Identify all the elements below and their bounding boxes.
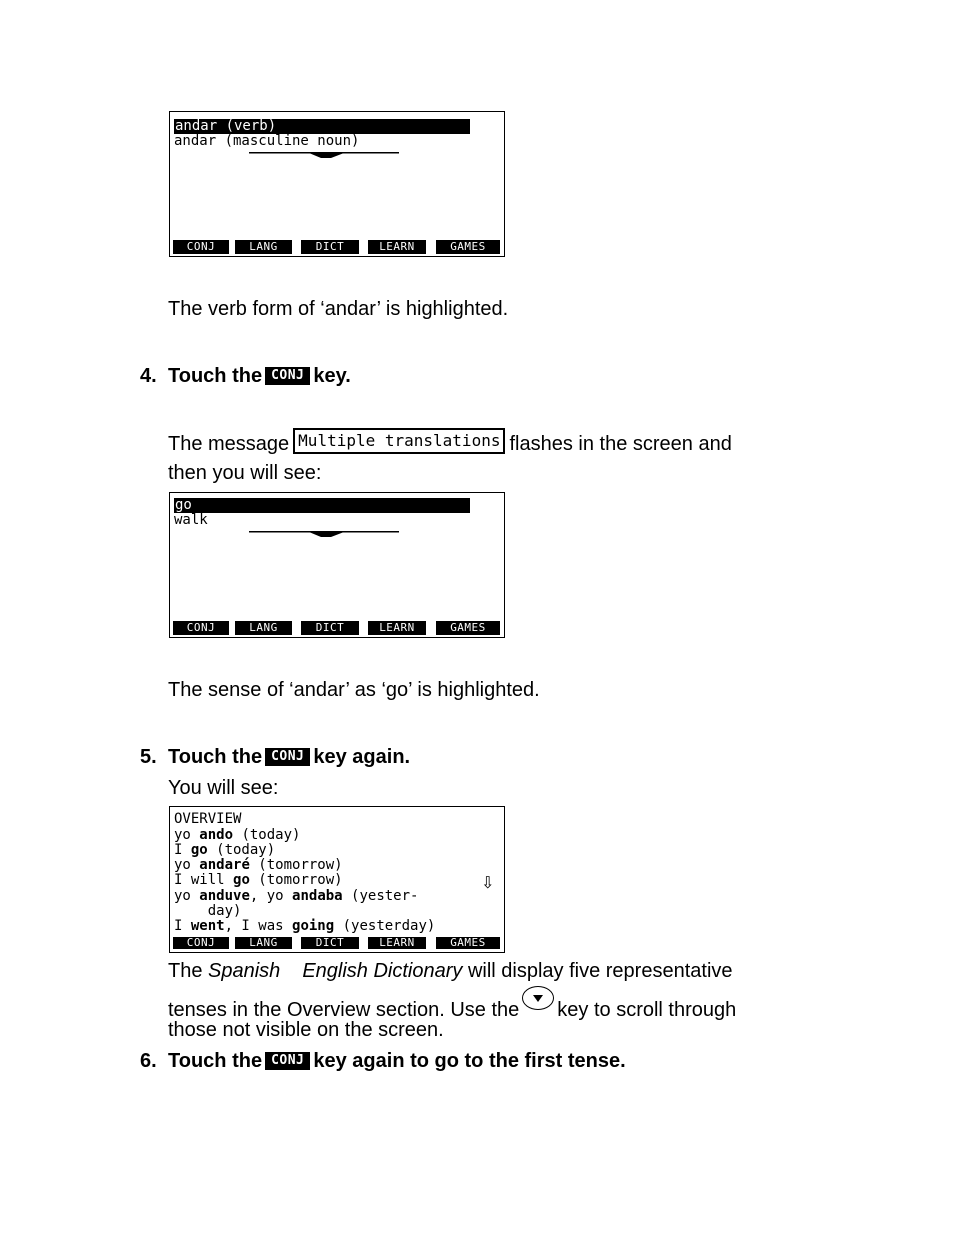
step-6-number: 6. [140,1050,157,1072]
para-italic: Spanish [208,960,281,982]
overview-line: yo anduve, yo andaba (yester- [174,888,419,904]
softkey-dict[interactable]: DICT [301,937,359,949]
softkey-learn[interactable]: LEARN [368,621,426,635]
step-text: key again to go to the first tense. [313,1050,626,1072]
conj-key-icon: CONJ [265,367,310,385]
down-pointer-icon [249,152,401,161]
down-pointer-icon [249,531,401,540]
softkey-dict[interactable]: DICT [301,621,359,635]
para-italic: English Dictionary [302,960,463,982]
step-text: Touch the [168,746,263,768]
overview-line: I go (today) [174,842,276,858]
step-6-text [168,1049,626,1074]
caption-verb-form: The verb form of ‘andar’ is highlighted. [168,298,509,320]
lcd-line: andar (masculine noun) [174,133,360,149]
you-will-see: You will see: [168,777,279,799]
lcd-line-highlighted: andar (verb) [174,119,470,134]
softkey-lang[interactable]: LANG [235,240,292,254]
multiple-translations-message: Multiple translations [293,428,505,454]
softkey-lang[interactable]: LANG [235,621,292,635]
para-text: The [168,960,203,982]
softkey-games[interactable]: GAMES [436,621,500,635]
softkey-bar [172,937,502,949]
softkey-conj[interactable]: CONJ [173,240,229,254]
step-text: key again. [313,746,411,768]
lcd-screen-translations [169,492,505,638]
lcd-screen-verb-forms [169,111,505,257]
softkey-conj[interactable]: CONJ [173,937,229,949]
overview-paragraph-line3: those not visible on the screen. [168,1019,444,1041]
overview-heading: OVERVIEW [174,811,242,827]
softkey-learn[interactable]: LEARN [368,240,426,254]
softkey-bar [172,621,502,635]
overview-line: day) [174,903,242,919]
para-text: key to scroll through [557,999,737,1021]
softkey-games[interactable]: GAMES [436,937,500,949]
para-text: tenses in the Overview section. Use the [168,999,520,1021]
step-5-number: 5. [140,746,157,768]
softkey-lang[interactable]: LANG [235,937,292,949]
overview-line: I went, I was going (yesterday) [174,918,436,934]
lcd-line: walk [174,512,208,528]
softkey-conj[interactable]: CONJ [173,621,229,635]
lcd-line-highlighted: go [174,498,470,513]
step-text: Touch the [168,365,263,387]
message-paragraph [168,428,732,457]
scroll-down-arrow-icon: ⇩ [481,873,495,892]
para-text: will display five representative [467,960,733,982]
overview-line: yo andaré (tomorrow) [174,857,343,873]
step-4-text [168,364,351,389]
conj-key-icon: CONJ [265,748,310,766]
step-text: Touch the [168,1050,263,1072]
para-text: flashes in the screen and [509,433,732,455]
caption-go-sense: The sense of ‘andar’ as ‘go’ is highlighted. [168,679,540,701]
message-paragraph-line2: then you will see: [168,462,322,484]
step-text: key. [313,365,351,387]
lcd-screen-overview [169,806,505,953]
step-4-number: 4. [140,365,157,387]
softkey-games[interactable]: GAMES [436,240,500,254]
overview-line: I will go (tomorrow) [174,872,343,888]
overview-paragraph-line1 [168,959,733,984]
step-5-text [168,745,410,770]
down-arrow-key-icon [522,986,554,1010]
conj-key-icon: CONJ [265,1052,310,1070]
para-text: The message [168,433,290,455]
softkey-bar [172,240,502,254]
softkey-learn[interactable]: LEARN [368,937,426,949]
overview-line: yo ando (today) [174,827,301,843]
softkey-dict[interactable]: DICT [301,240,359,254]
